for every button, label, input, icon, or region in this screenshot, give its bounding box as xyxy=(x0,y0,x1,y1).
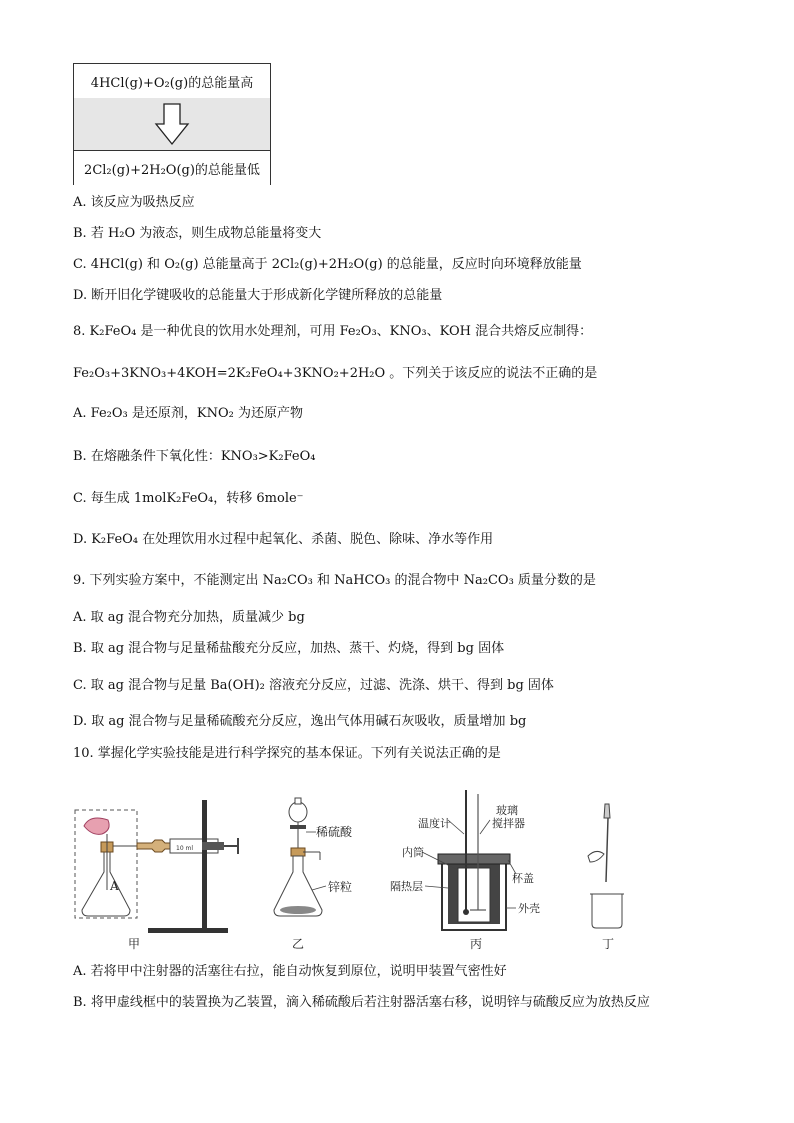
caption-ding: 丁 xyxy=(602,937,615,951)
caption-jia: 甲 xyxy=(128,937,141,951)
caption-yi: 乙 xyxy=(292,937,305,951)
q8-equation: Fe₂O₃+3KNO₃+4KOH=2K₂FeO₄+3KNO₂+2H₂O 。下列关于该反应的说法不正确的是 xyxy=(73,366,598,381)
q10-option-a: A. 若将甲中注射器的活塞往右拉，能自动恢复到原位，说明甲装置气密性好 xyxy=(73,964,507,979)
q8-option-d: D. K₂FeO₄ 在处理饮用水过程中起氧化、杀菌、脱色、除味、净水等作用 xyxy=(73,532,494,547)
q7-option-b: B. 若 H₂O 为液态，则生成物总能量将变大 xyxy=(73,226,322,241)
q7-option-a: A. 该反应为吸热反应 xyxy=(73,195,195,210)
energy-high-label: 4HCl(g)+O₂(g)的总能量高 xyxy=(74,64,270,99)
flask-label-a: A xyxy=(110,879,119,893)
q10-stem: 10. 掌握化学实验技能是进行科学探究的基本保证。下列有关说法正确的是 xyxy=(73,746,501,761)
caption-bing: 丙 xyxy=(470,937,483,951)
label-dilute-h2so4: 稀硫酸 xyxy=(316,825,353,839)
q7-option-c: C. 4HCl(g) 和 O₂(g) 总能量高于 2Cl₂(g)+2H₂O(g) 的总能量，反应时向环境释放能量 xyxy=(73,257,582,272)
label-thermometer: 温度计 xyxy=(418,817,451,830)
q9-option-b: B. 取 ag 混合物与足量稀盐酸充分反应，加热、蒸干、灼烧，得到 bg 固体 xyxy=(73,641,505,656)
apparatus-figure xyxy=(70,790,670,951)
label-insulation: 隔热层 xyxy=(390,880,423,893)
energy-diagram xyxy=(73,63,271,185)
syringe-label: 10 ml xyxy=(176,845,194,852)
q8-option-b: B. 在熔融条件下氧化性：KNO₃>K₂FeO₄ xyxy=(73,449,316,464)
label-zinc: 锌粒 xyxy=(328,880,353,894)
q9-option-d: D. 取 ag 混合物与足量稀硫酸充分反应，逸出气体用碱石灰吸收，质量增加 bg xyxy=(73,714,527,729)
down-arrow-icon xyxy=(74,98,270,150)
energy-low-label: 2Cl₂(g)+2H₂O(g)的总能量低 xyxy=(74,150,270,185)
label-inner-cup: 内筒 xyxy=(402,846,424,859)
label-glass-stirrer-2: 搅拌器 xyxy=(492,817,525,830)
q7-option-d: D. 断开旧化学键吸收的总能量大于形成新化学键所释放的总能量 xyxy=(73,288,443,303)
q10-option-b: B. 将甲虚线框中的装置换为乙装置，滴入稀硫酸后若注射器活塞右移，说明锌与硫酸反应为放热反应 xyxy=(73,995,650,1010)
q8-option-a: A. Fe₂O₃ 是还原剂，KNO₂ 为还原产物 xyxy=(73,406,303,421)
energy-arrow-area xyxy=(74,98,270,150)
q8-stem: 8. K₂FeO₄ 是一种优良的饮用水处理剂，可用 Fe₂O₃、KNO₃、KOH 混合共熔反应制得： xyxy=(73,324,593,339)
q9-stem: 9. 下列实验方案中，不能测定出 Na₂CO₃ 和 NaHCO₃ 的混合物中 Na₂CO₃ 质量分数的是 xyxy=(73,573,596,588)
q9-option-a: A. 取 ag 混合物充分加热，质量减少 bg xyxy=(73,610,305,625)
q9-option-c: C. 取 ag 混合物与足量 Ba(OH)₂ 溶液充分反应，过滤、洗涤、烘干、得到 bg 固体 xyxy=(73,678,554,693)
apparatus-yi xyxy=(274,798,326,916)
apparatus-ding xyxy=(588,804,624,928)
apparatus-jia xyxy=(75,800,238,933)
label-outer-shell: 外壳 xyxy=(518,902,540,915)
label-lid: 杯盖 xyxy=(512,872,534,885)
label-glass-stirrer-1: 玻璃 xyxy=(496,804,518,817)
q8-option-c: C. 每生成 1molK₂FeO₄，转移 6mole⁻ xyxy=(73,491,304,506)
